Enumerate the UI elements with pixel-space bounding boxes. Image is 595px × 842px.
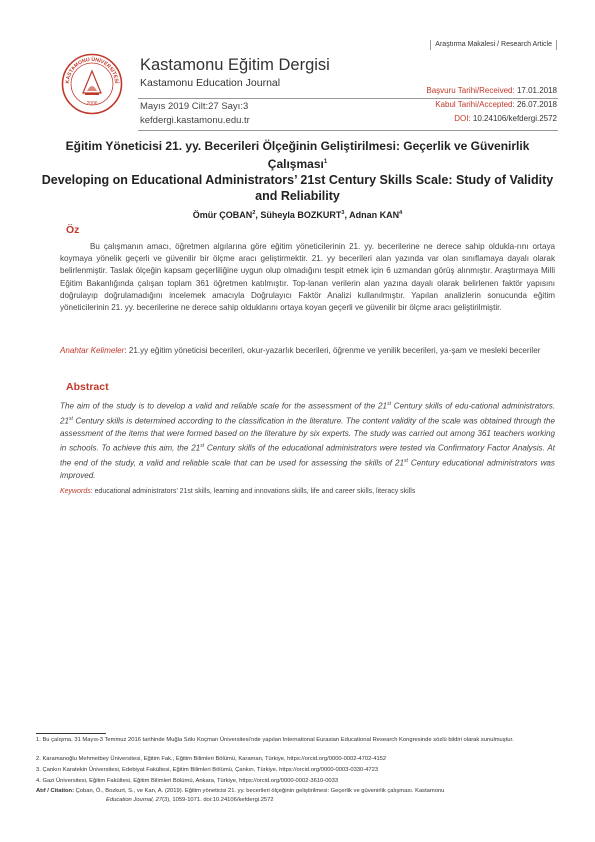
journal-issue: Mayıs 2019 Cilt:27 Sayı:3 bbox=[140, 101, 249, 112]
oz-heading: Öz bbox=[66, 224, 80, 236]
doi[interactable]: DOI: 10.24106/kefdergi.2572 bbox=[454, 114, 557, 123]
seal-text: KASTAMONU ÜNİVERSİTESİ bbox=[64, 56, 120, 84]
oz-text: Bu çalışmanın amacı, öğretmen algılarına göre eğitim yöneticilerinin 21. yy. becerilerine ne derece sahip oldukla-rını ortaya koymaya yönelik geçerli ve güvenilir bir ölçme aracı geliştirmektir. 21. yy becerileri alan yazında var olan sınıflamaya dayalı olarak belirlenmiştir. Taslak ölçeğin kapsam geçerliliğine uygun olup olmadığını tespit etmek için 6 uzmandan görüş alınmıştır. Araştırmaya Milli Eğitim Bakanlığında çalışan toplam 361 öğretmen katılmıştır. Top-lanan verilerin alan yazına dayalı olarak belirlenen faktör yapısını doğrulayıp doğrulamadığını incelemek amacıyla Doğrulayıcı Faktör Analizi kullanılmıştır. Yapılan analizlerin sonucunda eğitim yöneticilerinin 21. yy. becerilerine ne derece sahip olduklarını ortaya koyan geçerli ve güvenilir bir ölçme aracı geliştirilmiştir. bbox=[60, 242, 555, 313]
journal-title: Kastamonu Eğitim Dergisi bbox=[140, 56, 330, 74]
article-type-tag: Araştırma Makalesi / Research Article bbox=[430, 40, 557, 50]
oz-keywords: Anahtar Kelimeler: 21.yy eğitim yöneticisi becerileri, okur-yazarlık becerileri, öğrenme ve yenilik becerileri, ya-şam ve mesleki beceriler bbox=[60, 346, 541, 355]
abstract-keywords: Keywords: educational administrators’ 21st skills, learning and innovations skills, life and career skills, literacy skills bbox=[60, 488, 416, 495]
abstract-text: The aim of the study is to develop a valid and reliable scale for the assessment of the 21st Century skills of edu-cational administrators. 21st Century skills is determined according to the classification in the literature. The content validity of the scale was obtained through the assessment of the items that were formed based on the literature by six experts. The study was carried out among 361 teachers working in schools. To achieve this aim, the 21st Century skills of the educational administrators were tested via Confirmatory Factor Analysis. At the end of the study, a valid and reliable scale that can be used for assessing the skills of 21st Century educational administrators was improved. bbox=[60, 401, 555, 480]
footnote-4: 4. Gazi Üniversitesi, Eğitim Fakültesi, Eğitim Bilimleri Bölümü, Ankara, Türkiye, https://orcid.org/0000-0002-3610-0033 bbox=[36, 778, 339, 784]
accepted-date: Kabul Tarihi/Accepted: 26.07.2018 bbox=[435, 100, 557, 109]
citation: Atıf / Citation: Çoban, Ö., Bozkurt, S., ve Kan, A. (2019). Eğitim yöneticisi 21. yy. becerileri ölçeğinin geliştirilmesi: Geçerlik ve güvenirlik çalışması. Kastamonu Education Journal, 27(3), 1059-1071. doi:10.24106/kefdergi.2572 bbox=[36, 788, 445, 803]
article-title-english: Developing on Educational Administrators’ 21st Century Skills Scale: Study of Validity and Reliability bbox=[41, 173, 554, 203]
university-seal-logo bbox=[61, 53, 123, 115]
received-date: Başvuru Tarihi/Received: 17.01.2018 bbox=[426, 86, 557, 95]
footnote-1: 1. Bu çalışma, 31 Mayıs-3 Temmuz 2016 tarihinde Muğla Sıtkı Koçman Üniversitesi’nde yapılan International Eurasian Educational Research Kongresinde sözlü bildiri olarak sunulmuştur. bbox=[36, 737, 514, 743]
abstract-heading: Abstract bbox=[66, 381, 109, 393]
journal-website[interactable]: kefdergi.kastamonu.edu.tr bbox=[140, 115, 250, 126]
footnote-divider bbox=[36, 733, 106, 734]
footnote-2: 2. Karamanoğlu Mehmetbey Üniversitesi, Eğitim Fak., Eğitim Bilimleri Bölümü, Karaman, Türkiye, https://orcid.org/0000-0002-4702-4152 bbox=[36, 756, 387, 762]
author-name: Adnan KAN bbox=[349, 210, 400, 220]
journal-subtitle: Kastamonu Education Journal bbox=[140, 77, 281, 89]
author-name: Süheyla BOZKURT bbox=[260, 210, 342, 220]
header-divider-bottom bbox=[138, 130, 558, 131]
author-list: Ömür ÇOBAN$^2$, Süheyla BOZKURT$^3$, Adnan KAN$^4$ bbox=[192, 210, 403, 220]
footnote-3: 3. Çankırı Karatekin Üniversitesi, Edebiyat Fakültesi, Eğitim Bilimleri Bölümü, Çankırı, Türkiye, https://orcid.org/0000-0003-0330-4723 bbox=[36, 767, 379, 773]
article-title-turkish: Eğitim Yöneticisi 21. yy. Becerileri Ölçeğinin Geliştirilmesi: Geçerlik ve Güvenirlik Çalışması$^1$ bbox=[65, 139, 530, 171]
seal-year: 2006 bbox=[86, 101, 98, 107]
author-name: Ömür ÇOBAN bbox=[192, 210, 253, 220]
